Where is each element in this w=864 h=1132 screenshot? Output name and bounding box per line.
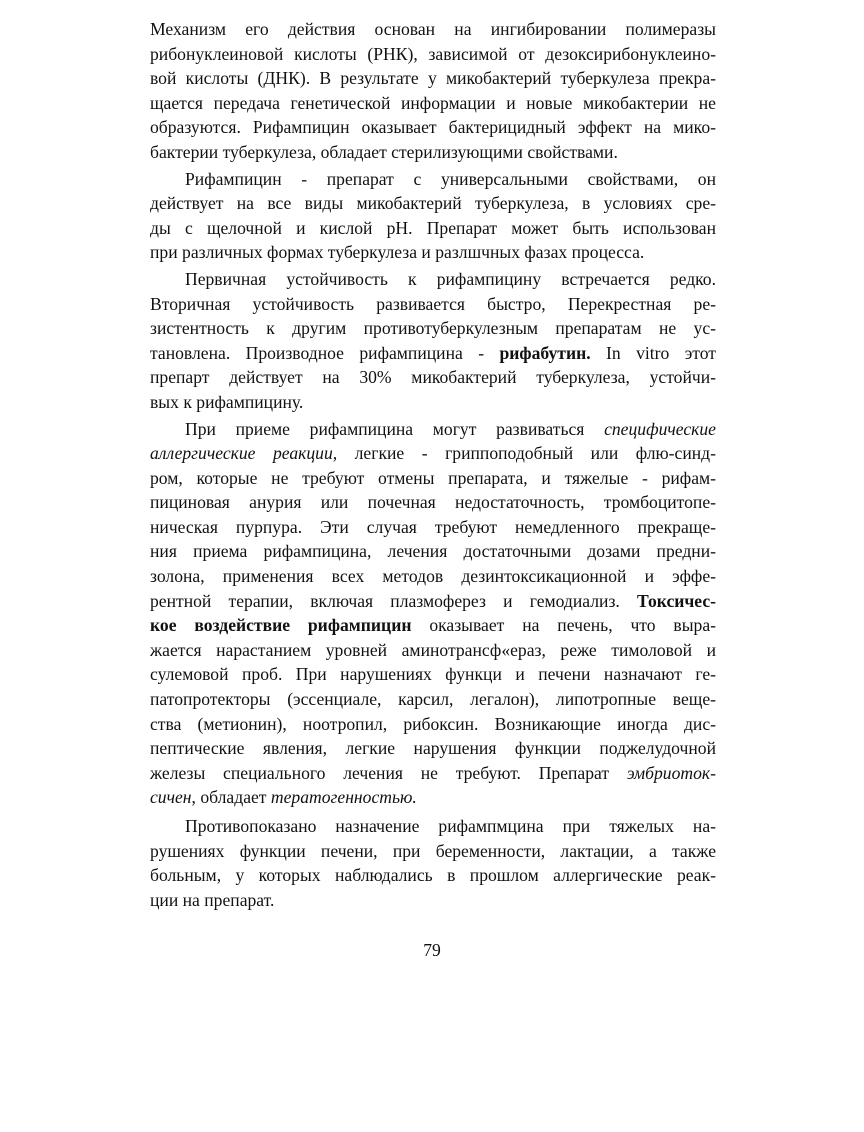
- text-run: ства (метионин), ноотропил, рибоксин. Возникающие иногда дис-: [150, 713, 716, 734]
- text-line: [150, 539, 716, 564]
- bold-text: Токсичес-: [637, 590, 716, 611]
- italic-text: аллергические реакции,: [150, 443, 338, 464]
- text-run: действует на все виды микобактерий туберкулеза, в условиях сре-: [150, 193, 716, 214]
- page-number: 79: [423, 940, 441, 960]
- italic-text: сичен: [150, 787, 192, 808]
- text-run: рентной терапии, включая плазмоферез и гемодиализ.: [150, 590, 637, 611]
- text-run: Вторичная устойчивость развивается быстро, Перекрестная ре-: [150, 293, 716, 314]
- italic-text: эмбриоток-: [626, 762, 716, 783]
- paragraph: [150, 17, 716, 165]
- text-line: [150, 91, 716, 116]
- text-line: [150, 240, 716, 265]
- text-line: [150, 466, 716, 491]
- text-line: [150, 390, 716, 415]
- text-line: [150, 17, 716, 42]
- text-run: больным, у которых наблюдались в прошлом аллергические реак-: [150, 865, 716, 886]
- text-line: [150, 66, 716, 91]
- text-line: [150, 589, 716, 614]
- text-run: препарт действует на 30% микобактерий туберкулеза, устойчи-: [150, 367, 716, 388]
- text-run: вой кислоты (ДНК). В результате у микобактерий туберкулеза прекра-: [150, 68, 716, 89]
- text-line: [150, 785, 716, 810]
- text-run: При приеме рифампицина могут развиваться: [185, 418, 605, 439]
- bold-text: кое воздействие рифампицин: [150, 615, 412, 636]
- text-run: вых к рифампицину.: [150, 391, 304, 412]
- text-line: [150, 613, 716, 638]
- italic-text: специфические: [604, 418, 716, 439]
- text-run: пициновая анурия или почечная недостаточность, тромбоцитопе-: [150, 492, 716, 513]
- text-line: [150, 167, 716, 192]
- paragraph: [150, 814, 716, 912]
- text-line: [150, 365, 716, 390]
- text-run: ния приема рифампицина, лечения достаточными дозами предни-: [150, 541, 716, 562]
- text-run: Противопоказано назначение рифампмцина при тяжелых на-: [185, 816, 716, 836]
- text-run: щается передача генетической информации и новые микобактерии не: [150, 92, 716, 113]
- text-line: [150, 316, 716, 341]
- paragraph: [150, 417, 716, 811]
- text-line: [150, 216, 716, 241]
- text-run: рушениях функции печени, при беременности, лактации, а также: [150, 840, 716, 861]
- text-line: [150, 736, 716, 761]
- text-line: [150, 863, 716, 888]
- text-run: ром, которые не требуют отмены препарата, и тяжелые - рифам-: [150, 467, 716, 488]
- text-run: рибонуклеиновой кислоты (РНК), зависимой от дезоксирибонуклеино-: [150, 43, 716, 64]
- text-line: [150, 888, 716, 913]
- text-run: Рифампицин - препарат с универсальными свойствами, он: [185, 168, 716, 189]
- text-run: патопротекторы (эссенциале, карсил, легалон), липотропные веще-: [150, 689, 716, 710]
- text-line: [150, 267, 716, 292]
- text-line: [150, 839, 716, 864]
- text-run: оказывает на печень, что выра-: [411, 615, 716, 636]
- text-run: Механизм его действия основан на ингибировании полимеразы: [150, 19, 716, 39]
- text-line: [150, 42, 716, 67]
- text-line: [150, 564, 716, 589]
- text-line: [150, 191, 716, 216]
- text-line: [150, 814, 716, 839]
- text-run: тановлена. Производное рифампицина -: [150, 342, 500, 363]
- text-run: жается нарастанием уровней аминотрансф«ераз, реже тимоловой и: [150, 639, 716, 660]
- bold-text: рифабутин.: [499, 342, 591, 363]
- text-run: ции на препарат.: [150, 889, 275, 910]
- text-run: , обладает: [191, 787, 271, 808]
- text-run: In vitro этот: [590, 342, 716, 363]
- paragraph: [150, 167, 716, 265]
- text-line: [150, 140, 716, 165]
- text-run: легкие - гриппоподобный или флю-синд-: [337, 443, 716, 464]
- text-run: бактерии туберкулеза, обладает стерилизующими свойствами.: [150, 141, 618, 162]
- text-line: [150, 490, 716, 515]
- text-line: [150, 638, 716, 663]
- text-run: золона, применения всех методов дезинтоксикационной и эффе-: [150, 566, 716, 587]
- text-line: [150, 515, 716, 540]
- text-run: зистентность к другим противотуберкулезным препаратам не ус-: [150, 318, 716, 339]
- body-text: [150, 17, 716, 912]
- text-run: железы специального лечения не требуют. Препарат: [150, 762, 627, 783]
- text-line: [150, 712, 716, 737]
- text-run: образуются. Рифампицин оказывает бактерицидный эффект на мико-: [150, 117, 716, 138]
- text-line: [150, 115, 716, 140]
- text-line: [150, 341, 716, 366]
- text-run: ническая пурпура. Эти случая требуют немедленного прекраще-: [150, 516, 716, 537]
- text-line: [150, 687, 716, 712]
- text-line: [150, 441, 716, 466]
- text-run: при различных формах туберкулеза и разлшчных фазах процесса.: [150, 242, 645, 263]
- text-run: пептические явления, легкие нарушения функции поджелудочной: [150, 738, 716, 759]
- text-line: [150, 417, 716, 442]
- text-line: [150, 761, 716, 786]
- paragraph: [150, 267, 716, 415]
- text-line: [150, 292, 716, 317]
- text-run: сулемовой проб. При нарушениях функци и печени назначают ге-: [150, 664, 716, 685]
- text-run: ды с щелочной и кислой pH. Препарат может быть использован: [150, 217, 716, 238]
- text-run: Первичная устойчивость к рифампицину встречается редко.: [185, 268, 716, 289]
- italic-text: тератогенностью.: [270, 787, 417, 808]
- text-line: [150, 662, 716, 687]
